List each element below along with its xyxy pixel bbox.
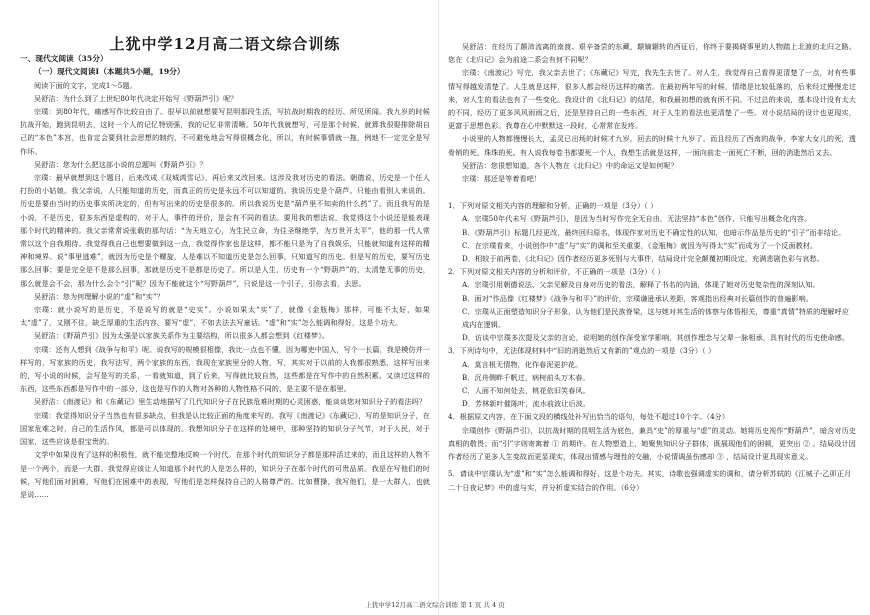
interview-paragraph: 吴舒洁：为什么到了上世纪80年代决定开始写《野葫芦引》呢？	[34, 93, 238, 103]
left-column	[20, 0, 430, 501]
interview-paragraph: 吴舒洁：您为什么把这部小说的总题叫《野葫芦引》？	[34, 159, 207, 169]
interview-paragraph: 小说里的人物都慢慢长大，孟灵已出场的时候才九岁，回去的时候十九岁了，而且经历了西南的战争，李家大女儿的死，透骨销的死，珠珠的死。有人说我每卷书都要死一个人，我想生活就是这样，一面向前走一面死亡不断，回的消逝然后又去。	[448, 134, 856, 157]
interview-paragraph: 吴舒洁：《野葫芦引》因为太强是以家族关系作为主要结构，所以很多人都会想到《红楼梦》。	[34, 331, 330, 341]
fill-in-passage: 宗璞创作《野葫芦引》，以抗战时期的昆明生活为底色，兼具“史”的厚重与“虚”的灵动。她将历史视作“野葫芦”，暗含对历史真相的敬畏；而“引”字则寄寓着 ① 的期许。在人物塑造上，她聚焦知识分子群体，既展现他们的困顿，更突出 ② 。结局设计因作者经历了更多人生变故而更显现实，体现出情感与理性的交融，小说情调虽伤感却 ③ ，结局设计更具现实意义。	[448, 425, 856, 462]
question-3	[448, 344, 856, 410]
reading-instruction: 阅读下面的文字，完成1～5题。	[34, 80, 137, 90]
interview-paragraph: 吴舒洁：《南渡记》和《东藏记》里生动地描写了几代知识分子在民族危难时期的心灵困惑，能谈谈您对知识分子的看法吗？	[34, 397, 427, 407]
question-option: A．宗璞50年代未写《野葫芦引》，是因为当时写作完全无自由，无法坚持“本色”创作，只能写出概念化内容。	[462, 214, 812, 224]
interview-paragraph: 宗璞：那还是等着看吧！	[462, 174, 542, 184]
interview-paragraph: 宗璞：《南渡记》写完，我父亲去世了；《东藏记》写完，我先生去世了。对人生，我觉得自己看得更清楚了一点，对有些事情写得越发清楚了。人生就是这样，很多人都会经历这样的痛苦。在最初两年写的时候，情绪是比较低落的，后来经过慢慢走过来，对人生的看法也有了一些变化。我设计的《北归记》的结尾，和我最初想的就有所不同。不过总的来说，基本设计没有太大的不同，经历了更多风风雨雨之后，还是坚持自己的一些东西，对于人生的看法也更清楚了一些。对小说结局的设计也更现实，更富于思想色彩。我尊在心中默默这一段时，心常常在发疼。	[448, 68, 856, 131]
question-1	[448, 199, 856, 265]
page-fold-divider	[438, 0, 439, 615]
question-option: B．《野葫芦引》标题几经更改，最终回归原名，体现作家对历史不确定性的认知，也暗示作品是历史的“引子”而非结论。	[462, 227, 846, 237]
question-stem: 3．下列诗句中，无法体现材料中“旧的消逝然后又有新的”观点的一项是（3分）（ ）	[448, 346, 716, 356]
question-5	[448, 467, 856, 493]
question-stem: 4．根据原文内容，在下面文段的横线处补写出恰当的语句，每处不超过10个字。（4分）	[448, 412, 730, 422]
interview-paragraph: 吴舒洁：在经历了颠沛流离的南渡、艰辛备尝的东藏，颠嫡辗转的西征后，你终于要揭晓事里的人物踏上北渡的北归之路。您在《北归记》会为前途二系会有何不同呢？	[448, 42, 856, 65]
question-option: B．面对“作品像《红楼梦》《战争与和平》”的评价，宗璞谦逊承认差距，客观指出经典对长篇创作的普遍影响。	[462, 293, 813, 303]
question-stem: 1．下列对原文相关内容的理解和分析，正确的一项是（3分）（ ）	[448, 201, 658, 211]
right-column	[448, 40, 856, 494]
question-option: D．相较于前两卷，《北归记》因作者经历更多死别与大事件，结局设计完全颠覆初期设定，充满悲剧色彩与哀愁。	[462, 254, 824, 264]
page-footer: 上犹中学12月高二语文综合训练 第 1 页 共 4 页	[365, 601, 505, 609]
section-heading: 一、现代文阅读（35分）	[20, 54, 108, 64]
question-option: A．宗璞引用朝德说法、父亲见解及自身对历史的看法，解释了书名的内涵，体现了她对历史复杂性的深刻认知。	[462, 280, 820, 290]
question-option: C．宗璞从正面塑造知识分子形象，认为他们是民族脊梁，这与她对其生活的体察与体悟相关，尊重“真情”特质的理解呼应成内在逻辑。	[462, 306, 850, 330]
subsection-heading: （一）现代文阅读Ⅰ（本题共5小题，19分）	[34, 67, 185, 77]
interview-paragraph: 吴舒洁：您很想知道，各个人物在《北归记》中的命运又是如何呢？	[462, 160, 678, 170]
page-title: 上犹中学12月高二语文综合训练	[109, 35, 341, 53]
interview-paragraph: 宗璞：我觉得知识分子当然也有很多缺点，但我是认比较正面的角度来写的。我写《南渡记》《东藏记》，写的是知识分子，在国家危难之时，自己的生活作风，都是可以体现的。我想知识分子在这样的处境中，那种坚持的知识分子气节，对于人民，对于国家，这些应该是很宝贵的。	[20, 410, 430, 447]
interview-paragraph: 宗璞：还有人想到《战争与和平》呢。说我写的规模很相像，我比一点也不懂，因为哪吏中国人，写个一长篇，我是模仿并一样写的，写家族的历史，我写法写，两个家族的东西，我现在家族里分的人物，写，其实对于以前的人我都很熟悉，这样写出来的，写小说的时候，会写是写的关系，一看就知道，到了后来，写得就比较自然，这些都是在写作中的自然积累。又读过这样的东西，这些东西都是写作中的一部分，这也是写作的人物对各种的人物性格不同的，是主要不是在那里。	[20, 344, 430, 394]
question-2	[448, 265, 856, 344]
question-option: C．人面不知何处去，桃花依旧笑春风。	[462, 386, 590, 396]
interview-paragraph: 宗璞：就小说写的是历史，不是说写的就是“史实”。小说如果太“实”了，就像《金瓶梅》那样，可能不太好，如果太“虚”了，又刚不住，缺乏厚重的生活内容。要写“虚”，不如去法去写童话。“虚”和“实”怎么能调和得好，这是个功夫。	[20, 305, 430, 328]
interview-paragraph: 宗璞：到80年代，痛感写作比较自由了。很早以前就想要写昆明那段生活，写抗战时期我的经历、所见所闻。我九岁的时候抗战开始，跑到昆明去，这时一个人的记忆特别强，我的记忆非常清晰。50年代我就想写，可是那个时候，就算我很娶排除胡自己的“本色”本宫，也肯定会要到社会思想的制约，不可避免地会写得很概念化，所以，有时候事情就一拖，例地不一定完全是写作坏。	[20, 107, 430, 156]
question-option: B．沉舟侧畔千帆过，病树前头万木春。	[462, 372, 590, 382]
question-4	[448, 410, 856, 463]
question-stem: 5．请谈中宗璞认为“虚”和“实”怎么能调和得好，这是个功夫。其实，诗歌也强调虚实的调和，请分析苏轼的《江城子·乙卯正月二十日夜记梦》中的虚与实，并分析虚实结合的作用。（6分）	[448, 469, 852, 492]
question-option: C．在宗璞看来，小说创作中“虚”与“实”的调和至关重要，《金瓶梅》就因为写得太“实”而成为了一个反面教材。	[462, 240, 818, 250]
interview-paragraph: 宗璞：最早就想到这个题目，后来改成《双城鸿雪记》，再后来又改回来。这涉及我对历史的看法。朝德说，历史是一个任人打扮的小姑娘。我父亲说，人只能知道的历史，而真正的历史是永远不可以知道的。我说历史是个葫芦。只能由看别人来说的。历史是要由当时的历史事实所决定的，但有写出来的历史是很多的。所以我说历史是“葫芦里不知卖的什么药”了。而且我写的是小说，不是历史，很多东西是虚构的，对于人，事件的评价，是会有不同的看法。要用我的想法说，我觉得这个小说还是能表现那个时代的精神的。我父亲常常说张载的那句话：“为天地立心，为生民立命，为往圣继绝学，为万世开太平”，他的那一代人常常以这个自我期待。我觉得我自己也想要做到这一点，我觉得作家也是这样，都不能只是为了自我娱乐，只能就知道有这样的精神和境界。说“事里逃难”，就因为历史是个螺旋，人是难以不知道历史是怎么回事，只知道写的历史。但是写的历史，要写历史那么回事；要是完全是不是那么回事，那就是历史不是都是历史了。所以是人生，历史有一个“野葫芦”的，太清楚无事的历史，那么就是会不会，那为什么会个“引”呢？因为不能就这个“写野葫芦”，只说是这一个引子，引你去看，去思。	[20, 173, 430, 288]
question-option: A．莫言根无情物，化作春泥更护花。	[462, 359, 583, 369]
interview-paragraph: 文学中如果没有了这样的积极性，就不能完整地反映一个时代。在那个时代的知识分子都是那样活过来的，而且这样的人物不是一个两个，而是一大群。我觉得应该让人知道那个时代的人是怎么样的，知识分子在那个时代的可贵品质。我是在写他们的时候，写他们面对困难，写他们在困难中的表现，写他们是怎样保持自己的人格尊严的。比如曹操，我写他们，是一大群人，也就是说……	[20, 450, 430, 499]
question-stem: 2．下列对原文相关内容的分析和评价，不正确的一项是（3分）（ ）	[448, 267, 665, 277]
question-option: D．访谈中宗璞多次提及父亲的言论，说明她的创作深受家学影响，其创作理念与父辈一脉相承，具有时代的历史使命感。	[462, 333, 850, 343]
question-option: D．芳林新叶催陈叶，流水前波让后波。	[462, 399, 591, 409]
interview-paragraph: 吴舒洁：您为何理解小说的“虚”和“实”？	[34, 291, 165, 301]
